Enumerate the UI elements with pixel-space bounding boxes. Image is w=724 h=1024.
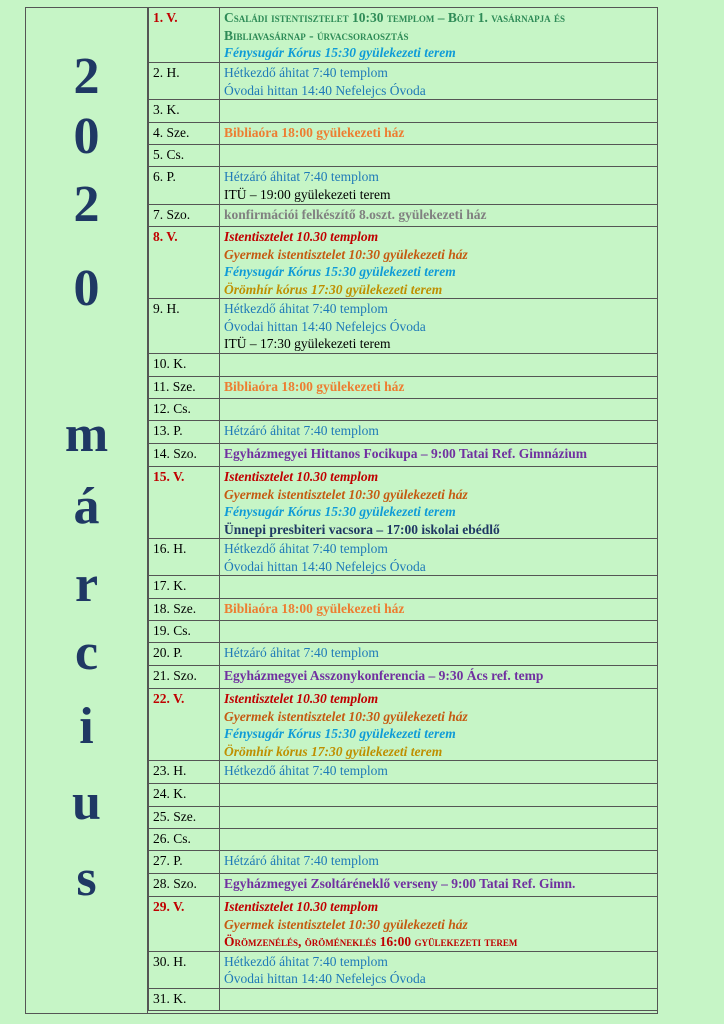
day-cell: 19. Cs. [149, 621, 220, 643]
event-line: Hétzáró áhitat 7:40 templom [224, 853, 379, 868]
day-cell: 1. V. [149, 8, 220, 63]
events-cell [220, 227, 658, 299]
event-line: Bibliaóra 18:00 gyülekezeti ház [224, 379, 405, 394]
events-cell [220, 100, 658, 123]
event-line: Hétkezdő áhitat 7:40 templom [224, 763, 388, 778]
event-line: Bibliaóra 18:00 gyülekezeti ház [224, 601, 405, 616]
event-line: Egyházmegyei Hittanos Focikupa – 9:00 Tatai Ref. Gimnázium [224, 446, 588, 461]
event-line: ITÜ – 17:30 gyülekezeti terem [224, 336, 391, 351]
table-row [149, 666, 658, 689]
month-letter: u [72, 774, 101, 831]
day-cell: 29. V. [149, 897, 220, 952]
events-cell [220, 145, 658, 167]
events-cell [220, 621, 658, 643]
events-cell [220, 874, 658, 897]
event-line: Óvodai hittan 14:40 Nefelejcs Óvoda [224, 971, 426, 986]
events-cell [220, 897, 658, 952]
event-line: Gyermek istentisztelet 10:30 gyülekezeti ház [224, 916, 468, 932]
day-cell: 16. H. [149, 539, 220, 576]
table-row [149, 100, 658, 123]
events-cell [220, 167, 658, 205]
day-cell: 23. H. [149, 761, 220, 784]
table-row [149, 689, 658, 761]
table-row [149, 874, 658, 897]
table-row [149, 377, 658, 399]
day-cell: 6. P. [149, 167, 220, 205]
table-row [149, 761, 658, 784]
month-column [25, 7, 148, 1014]
day-cell: 9. H. [149, 299, 220, 354]
month-letter: 2 [73, 48, 100, 105]
table-row [149, 643, 658, 666]
day-cell: 24. K. [149, 784, 220, 807]
month-letter: á [73, 478, 100, 535]
day-cell: 13. P. [149, 421, 220, 444]
events-cell [220, 784, 658, 807]
table-row [149, 467, 658, 539]
events-cell [220, 689, 658, 761]
table-row [149, 8, 658, 63]
events-cell [220, 666, 658, 689]
table-row [149, 299, 658, 354]
day-cell: 7. Szo. [149, 205, 220, 227]
table-row [149, 145, 658, 167]
events-cell [220, 299, 658, 354]
events-cell [220, 205, 658, 227]
event-line: Istentisztelet 10.30 templom [224, 899, 379, 914]
table-row [149, 354, 658, 377]
day-cell: 5. Cs. [149, 145, 220, 167]
day-cell: 14. Szo. [149, 444, 220, 467]
day-cell: 18. Sze. [149, 599, 220, 621]
day-cell: 20. P. [149, 643, 220, 666]
table-row [149, 444, 658, 467]
events-cell [220, 354, 658, 377]
event-line: Gyermek istentisztelet 10:30 gyülekezeti ház [224, 486, 468, 502]
table-row [149, 205, 658, 227]
events-cell [220, 444, 658, 467]
month-letter: i [79, 698, 94, 755]
event-line: Óvodai hittan 14:40 Nefelejcs Óvoda [224, 558, 426, 574]
event-line: Fénysugár Kórus 15:30 gyülekezeti terem [224, 264, 456, 279]
table-row [149, 167, 658, 205]
events-cell [220, 599, 658, 621]
events-cell [220, 829, 658, 851]
table-row [149, 399, 658, 421]
day-cell: 4. Sze. [149, 123, 220, 145]
table-row [149, 63, 658, 100]
events-cell [220, 539, 658, 576]
month-letter: 2 [73, 176, 100, 233]
events-cell [220, 8, 658, 63]
table-row [149, 599, 658, 621]
event-line: Örömhír kórus 17:30 gyülekezeti terem [224, 743, 443, 759]
events-cell [220, 399, 658, 421]
day-cell: 21. Szo. [149, 666, 220, 689]
events-cell [220, 761, 658, 784]
events-cell [220, 851, 658, 874]
event-line: Egyházmegyei Zsoltáréneklő verseny – 9:00 Tatai Ref. Gimn. [224, 876, 576, 891]
day-cell: 26. Cs. [149, 829, 220, 851]
day-cell: 12. Cs. [149, 399, 220, 421]
day-cell: 2. H. [149, 63, 220, 100]
event-line: Hétkezdő áhitat 7:40 templom [224, 541, 388, 556]
schedule-table [148, 7, 658, 1011]
event-line: konfirmációi felkészítő 8.oszt. gyülekezeti ház [224, 207, 487, 222]
events-cell [220, 63, 658, 100]
table-row [149, 539, 658, 576]
events-cell [220, 421, 658, 444]
day-cell: 11. Sze. [149, 377, 220, 399]
event-line: Hétkezdő áhitat 7:40 templom [224, 953, 388, 969]
month-letter: m [64, 406, 109, 463]
day-cell: 8. V. [149, 227, 220, 299]
event-line: Hétkezdő áhitat 7:40 templom [224, 301, 388, 316]
event-line: Fénysugár Kórus 15:30 gyülekezeti terem [224, 726, 456, 741]
day-cell: 28. Szo. [149, 874, 220, 897]
table-row [149, 829, 658, 851]
table-row [149, 621, 658, 643]
events-cell [220, 988, 658, 1010]
table-row [149, 988, 658, 1010]
event-line: Családi istentisztelet 10:30 templom – Böjt 1. vasárnapja és [224, 10, 566, 25]
events-cell [220, 377, 658, 399]
event-line: Gyermek istentisztelet 10:30 gyülekezeti ház [224, 246, 468, 262]
event-line: Hétzáró áhitat 7:40 templom [224, 645, 379, 660]
event-line: Bibliaóra 18:00 gyülekezeti ház [224, 125, 405, 140]
day-cell: 15. V. [149, 467, 220, 539]
event-line: Hétzáró áhitat 7:40 templom [224, 169, 379, 184]
event-line: Örömzenélés, öröméneklés 16:00 gyülekezeti terem [224, 934, 518, 949]
event-line: Óvodai hittan 14:40 Nefelejcs Óvoda [224, 318, 426, 334]
table-row [149, 421, 658, 444]
events-cell [220, 951, 658, 988]
event-line: Bibliavasárnap - úrvacsoraosztás [224, 27, 409, 43]
table-row [149, 784, 658, 807]
table-row [149, 851, 658, 874]
events-cell [220, 643, 658, 666]
day-cell: 3. K. [149, 100, 220, 123]
events-cell [220, 123, 658, 145]
event-line: Hétzáró áhitat 7:40 templom [224, 423, 379, 438]
event-line: Örömhír kórus 17:30 gyülekezeti terem [224, 281, 443, 297]
event-line: Fénysugár Kórus 15:30 gyülekezeti terem [224, 504, 456, 519]
day-cell: 10. K. [149, 354, 220, 377]
event-line: ITÜ – 19:00 gyülekezeti terem [224, 186, 391, 202]
event-line: Ünnepi presbiteri vacsora – 17:00 iskolai ebédlő [224, 521, 500, 537]
day-cell: 27. P. [149, 851, 220, 874]
table-row [149, 951, 658, 988]
table-row [149, 227, 658, 299]
month-letter: s [76, 850, 97, 907]
table-row [149, 123, 658, 145]
events-cell [220, 576, 658, 599]
events-cell [220, 467, 658, 539]
event-line: Egyházmegyei Asszonykonferencia – 9:30 Ács ref. temp [224, 668, 544, 683]
month-letter: 0 [73, 260, 100, 317]
day-cell: 31. K. [149, 988, 220, 1010]
event-line: Óvodai hittan 14:40 Nefelejcs Óvoda [224, 82, 426, 98]
event-line: Istentisztelet 10.30 templom [224, 469, 379, 484]
event-line: Istentisztelet 10.30 templom [224, 691, 379, 706]
table-row [149, 807, 658, 829]
event-line: Gyermek istentisztelet 10:30 gyülekezeti ház [224, 708, 468, 724]
month-letter: 0 [73, 108, 100, 165]
day-cell: 25. Sze. [149, 807, 220, 829]
table-row [149, 576, 658, 599]
events-cell [220, 807, 658, 829]
month-letter: r [74, 556, 99, 613]
event-line: Hétkezdő áhitat 7:40 templom [224, 65, 388, 80]
month-letter: c [74, 624, 99, 681]
day-cell: 30. H. [149, 951, 220, 988]
event-line: Istentisztelet 10.30 templom [224, 229, 379, 244]
day-cell: 17. K. [149, 576, 220, 599]
event-line: Fénysugár Kórus 15:30 gyülekezeti terem [224, 45, 456, 60]
table-row [149, 897, 658, 952]
day-cell: 22. V. [149, 689, 220, 761]
